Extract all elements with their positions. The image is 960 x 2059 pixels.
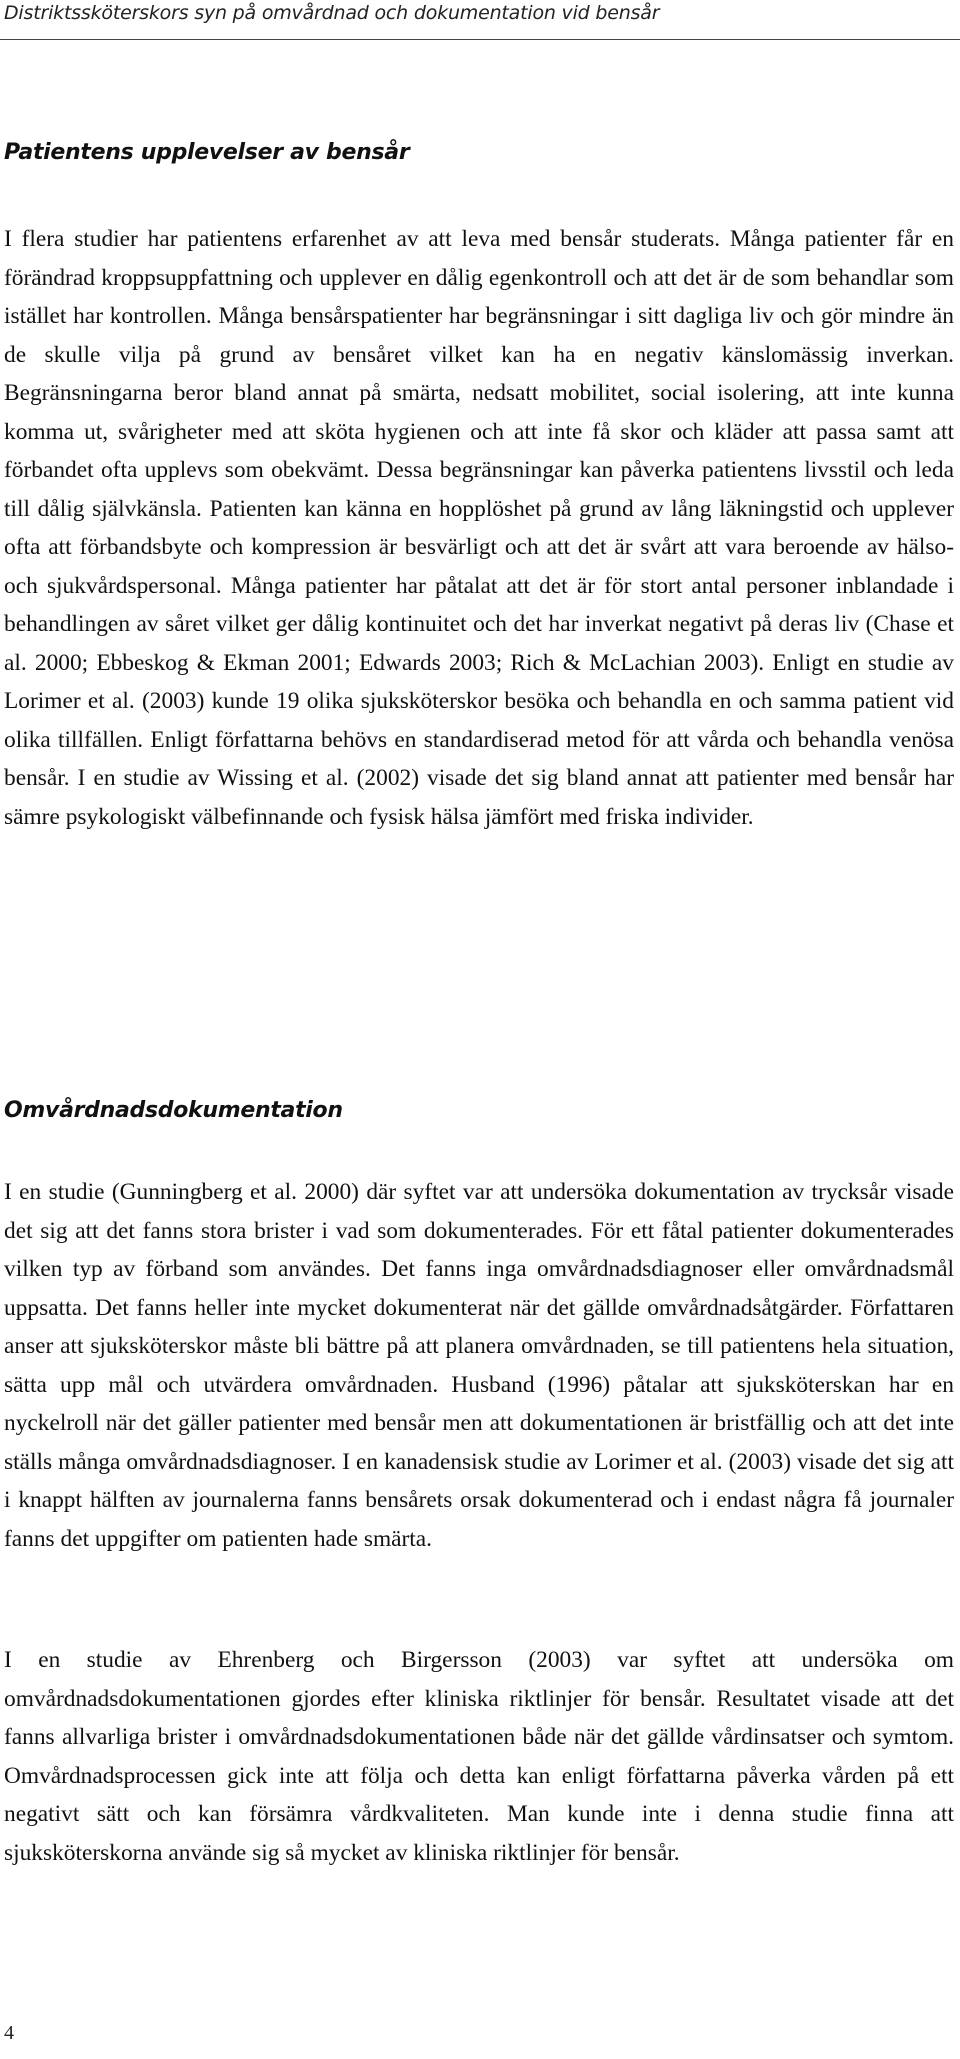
- section-heading-patient-experiences: Patientens upplevelser av bensår: [4, 140, 410, 165]
- running-header: Distriktssköterskors syn på omvårdnad och dokumentation vid bensår: [4, 2, 660, 24]
- header-divider: [0, 39, 960, 40]
- section-heading-nursing-documentation: Omvårdnadsdokumentation: [4, 1098, 343, 1123]
- paragraph-patient-experiences: I flera studier har patientens erfarenhet av att leva med bensår studerats. Många patienter får en förändrad kroppsuppfattning och upplever en dålig egenkontroll och att det är de som behandlar som istället har kontrollen. Många bensårspatienter har begränsningar i sitt dagliga liv och gör mindre än de skulle vilja på grund av bensåret vilket kan ha en negativ känslomässig inverkan. Begränsningarna beror bland annat på smärta, nedsatt mobilitet, social isolering, att inte kunna komma ut, svårigheter med att sköta hygienen och att inte få skor och kläder att passa samt att förbandet ofta upplevs som obekvämt. Dessa begränsningar kan påverka patientens livsstil och leda till dålig självkänsla. Patienten kan känna en hopplöshet på grund av lång läkningstid och upplever ofta att förbandsbyte och kompression är besvärligt och att det är svårt att vara beroende av hälso- och sjukvårdspersonal. Många patienter har påtalat att det är för stort antal personer inblandade i behandlingen av såret vilket ger dålig kontinuitet och det har inverkat negativt på deras liv (Chase et al. 2000; Ebbeskog & Ekman 2001; Edwards 2003; Rich & McLachian 2003). Enligt en studie av Lorimer et al. (2003) kunde 19 olika sjuksköterskor besöka och behandla en och samma patient vid olika tillfällen. Enligt författarna behövs en standardiserad metod för att vårda och behandla venösa bensår. I en studie av Wissing et al. (2002) visade det sig bland annat att patienter med bensår har sämre psykologiskt välbefinnande och fysisk hälsa jämfört med friska individer.: [4, 226, 954, 830]
- paragraph-documentation-2: I en studie av Ehrenberg och Birgersson (2003) var syftet att undersöka om omvårdnadsdokumentationen gjordes efter kliniska riktlinjer för bensår. Resultatet visade att det fanns allvarliga brister i omvårdnadsdokumentationen både när det gällde vårdinsatser och symtom. Omvårdnadsprocessen gick inte att följa och detta kan enligt författarna påverka vården på ett negativt sätt och kan försämra vårdkvaliteten. Man kunde inte i denna studie finna att sjuksköterskorna använde sig så mycket av kliniska riktlinjer för bensår.: [4, 1647, 954, 1866]
- page-number: 4: [4, 2022, 14, 2044]
- paragraph-documentation-1: I en studie (Gunningberg et al. 2000) där syftet var att undersöka dokumentation av trycksår visade det sig att det fanns stora brister i vad som dokumenterades. För ett fåtal patienter dokumenterades vilken typ av förband som användes. Det fanns inga omvårdnadsdiagnoser eller omvårdnadsmål uppsatta. Det fanns heller inte mycket dokumenterat när det gällde omvårdnadsåtgärder. Författaren anser att sjuksköterskor måste bli bättre på att planera omvårdnaden, se till patientens hela situation, sätta upp mål och utvärdera omvårdnaden. Husband (1996) påtalar att sjuksköterskan har en nyckelroll när det gäller patienter med bensår men att dokumentationen är bristfällig och att det inte ställs många omvårdnadsdiagnoser. I en kanadensisk studie av Lorimer et al. (2003) visade det sig att i knappt hälften av journalerna fanns bensårets orsak dokumenterad och i endast några få journaler fanns det uppgifter om patienten hade smärta.: [4, 1179, 954, 1552]
